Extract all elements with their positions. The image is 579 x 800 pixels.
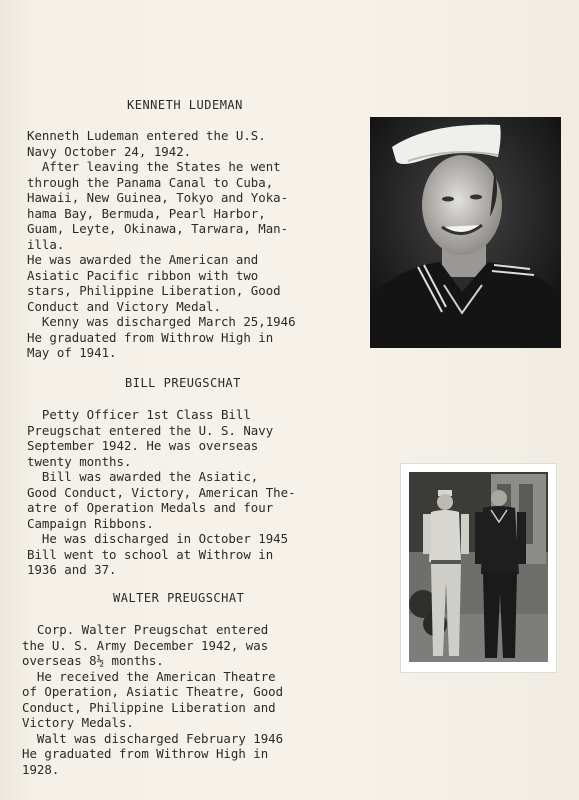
text-line: 1936 and 37.	[27, 562, 117, 577]
text-line: overseas 8½ months.	[22, 653, 164, 668]
text-line: Conduct and Victory Medal.	[27, 298, 221, 314]
section-heading-kenneth: KENNETH LUDEMAN	[127, 98, 243, 112]
text-line: through the Panama Canal to Cuba,	[27, 174, 274, 190]
text-line: Victory Medals.	[22, 715, 134, 730]
photo-preugschat-brothers	[400, 463, 557, 673]
text-line: twenty months.	[27, 453, 132, 469]
text-line: Walt was discharged February 1946	[22, 730, 284, 746]
text-line: Guam, Leyte, Okinawa, Tarwara, Man-	[27, 221, 289, 236]
text-line: illa.	[27, 236, 65, 252]
section-heading-walter: WALTER PREUGSCHAT	[113, 591, 245, 605]
text-line: Bill was awarded the Asiatic,	[27, 469, 259, 484]
section-text-walter	[22, 622, 283, 777]
text-line: Corp. Walter Preugschat entered	[22, 622, 269, 637]
text-line: Petty Officer 1st Class Bill	[27, 407, 251, 422]
text-line: the U. S. Army December 1942, was	[22, 637, 269, 653]
text-line: Navy October 24, 1942.	[27, 143, 192, 159]
photo-kenneth-ludeman	[370, 117, 561, 348]
text-line: Bill went to school at Withrow in	[27, 546, 274, 562]
text-line: Asiatic Pacific ribbon with two	[27, 267, 259, 283]
text-line: After leaving the States he went	[27, 159, 281, 174]
text-line: 1928.	[22, 761, 60, 777]
section-text-bill	[27, 407, 296, 578]
section-heading-bill: BILL PREUGSCHAT	[125, 376, 241, 390]
text-line: Preugschat entered the U. S. Navy	[27, 422, 274, 438]
text-line: Campaign Ribbons.	[27, 515, 154, 531]
text-line: He graduated from Withrow High in	[27, 329, 274, 345]
text-line: He graduated from Withrow High in	[22, 746, 269, 761]
text-line: September 1942. He was overseas	[27, 438, 259, 453]
text-line: He received the American Theatre	[22, 668, 276, 684]
text-line: hama Bay, Bermuda, Pearl Harbor,	[27, 205, 266, 221]
text-line: Good Conduct, Victory, American The-	[27, 484, 296, 500]
section-text-kenneth	[27, 128, 296, 361]
text-line: of Operation, Asiatic Theatre, Good	[22, 684, 284, 699]
sailor-portrait-image	[370, 117, 561, 348]
text-line: Kenneth Ludeman entered the U.S.	[27, 128, 266, 143]
text-line: stars, Philippine Liberation, Good	[27, 283, 281, 298]
text-line: Conduct, Philippine Liberation and	[22, 699, 276, 715]
text-line: May of 1941.	[27, 345, 117, 360]
text-line: atre of Operation Medals and four	[27, 500, 274, 515]
text-line: He was awarded the American and	[27, 252, 259, 267]
text-line: Hawaii, New Guinea, Tokyo and Yoka-	[27, 190, 289, 205]
text-line: He was discharged in October 1945	[27, 531, 289, 546]
text-line: Kenny was discharged March 25,1946	[27, 314, 296, 329]
two-men-photo-image	[401, 464, 556, 672]
